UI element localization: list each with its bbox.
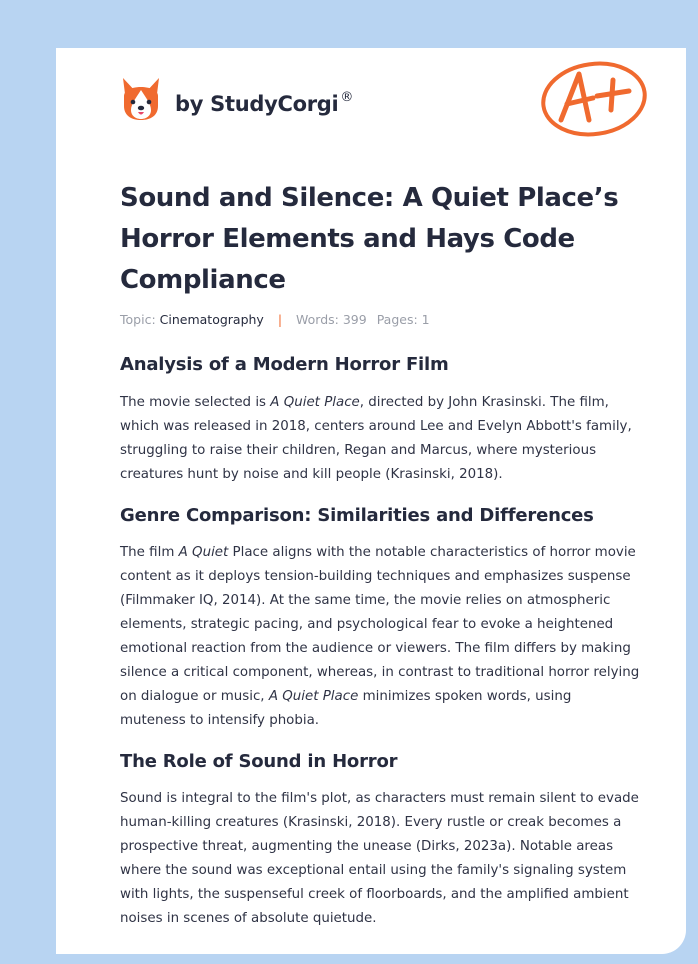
section-paragraph: The movie selected is A Quiet Place, directed by John Krasinski. The film, which was released in 2018, centers around Lee and Evelyn Abbott's family, struggling to raise their children, Regan and Marcus, where mysterious creatures hunt by noise and kill people (Krasinski, 2018). (120, 395, 632, 482)
section-heading: Genre Comparison: Similarities and Differences (120, 505, 594, 526)
page-count: Pages: 1 (376, 312, 430, 327)
word-count: Words: 399 (296, 312, 367, 327)
section-paragraph: Sound is integral to the film's plot, as characters must remain silent to evade human-killing creatures (Krasinski, 2018). Every rustle or creak becomes a prospective threat, augmenting the unease (Dirks, 2023a). Notable areas where the sound was exceptional entail using the family's signaling system with lights, the suspenseful creek of floorboards, and the amplified ambient noises in scenes of absolute quietude. (120, 791, 639, 926)
topic-link[interactable]: Cinematography (159, 312, 264, 327)
meta-info (120, 312, 430, 327)
section-heading: Analysis of a Modern Horror Film (120, 354, 449, 375)
section-paragraph: The film A Quiet Place aligns with the notable characteristics of horror movie content as it deploys tension-building techniques and emphasizes suspense (Filmmaker IQ, 2014). At the same time, the movie relies on atmospheric elements, strategic pacing, and psychological fear to evoke a heightened emotional reaction from the audience or viewers. The film differs by making silence a critical component, whereas, in contrast to traditional horror relying on dialogue or music, A Quiet Place minimizes spoken words, using muteness to intensify phobia. (120, 545, 640, 728)
page-title: Sound and Silence: A Quiet Place’s Horror Elements and Hays Code Compliance (120, 183, 619, 295)
document-page (56, 48, 686, 954)
section-heading: The Role of Sound in Horror (120, 751, 398, 772)
meta-separator: | (277, 312, 283, 327)
brand-name[interactable]: by StudyCorgi ® (175, 90, 354, 116)
topic-label: Topic: (120, 312, 156, 327)
corgi-logo-icon[interactable] (120, 76, 162, 122)
header (56, 48, 686, 158)
a-plus-grade-icon (539, 58, 649, 140)
